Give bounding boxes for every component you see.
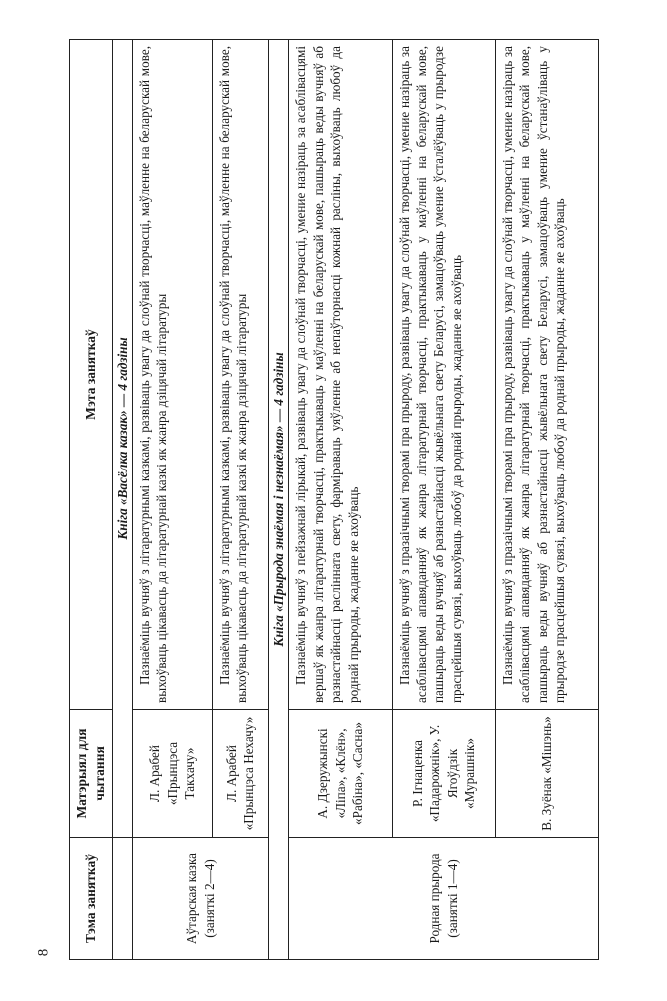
topic-lessons: (заняткі 2—4) xyxy=(201,859,217,938)
section-title-row xyxy=(112,40,132,960)
topic-label: Аўтарская казка xyxy=(184,852,200,945)
topic-cell xyxy=(289,838,599,960)
material-cell: В. Зуёнак «Мішэнь» xyxy=(495,710,598,838)
goal-cell: Пазнаёміць вучняў з літаратурнымі казкамі, развіваць увагу да слоўнай творчасці, маўленне на беларускай мове, выхоўваць цікавасць да літаратурнай казкі як жанра дзіцячай літаратуры xyxy=(133,40,213,710)
lesson-plan-table xyxy=(69,39,599,960)
table-row xyxy=(212,40,268,960)
topic-cell xyxy=(133,838,269,960)
goal-cell: Пазнаёміць вучняў з літаратурнымі казкамі, развіваць увагу да слоўнай творчасці, маўленне на беларускай мове, выхоўваць цікавасць да літаратурнай казкі як жанра дзіцячай літаратуры xyxy=(212,40,268,710)
goal-cell: Пазнаёміць вучняў з пейзажнай лірыкай, развіваць увагу да слоўнай творчасці, умение назіраць за асаблівасцямі вершаў як жанра літаратурнай творчасці, практыкаваць у маўленні на беларускай мове, пашыраць веды вучняў аб разнастайнасці раслінната свету, фарміраваць уяўленне аб непаўторнасці кожнай расліны, выхоўваць любоў да роднай прыроды, жаданне яе ахоўваць xyxy=(289,40,392,710)
section-title: Кніга «Прырода знаёмая і незнаёмая» — 4 гадзіны xyxy=(269,40,289,960)
material-cell: Л. Арабей «Прынцэса Нехачу» xyxy=(212,710,268,838)
page-number: 8 xyxy=(35,948,52,957)
table-row xyxy=(495,40,598,960)
topic-label: Родная прырода xyxy=(427,853,443,944)
section-title: Кніга «Васёлка казак» — 4 гадзіны xyxy=(112,40,132,838)
goal-cell: Пазнаёміць вучняў з празаічнымі творамі пра прыроду, развіваць увагу да слоўнай творчасці, умение назіраць за асаблівасцямі апавяданняў як жанра літаратурнай творчасці, практыкаваць у маўленні на беларускай мове, пашыраць веды вучняў аб разнастайнасці жывёльнага свету Беларусі, замацоўваць умение ўстанаўліваць у прыродзе прасцейшыя сувязі, выхоўваць любоў да роднай прыроды, жаданне яе ахоўваць xyxy=(495,40,598,710)
section-title-row xyxy=(269,40,289,960)
header-goal: Мэта заняткаў xyxy=(70,40,113,710)
goal-cell: Пазнаёміць вучняў з празаічнымі творамі пра прыроду, развіваць увагу да слоўнай творчасці, умение назіраць за асаблівасцямі апавяданняў як жанра літаратурнай творчасці, практыкаваць у маўленні на беларускай мове, пашыраць веды вучняў аб разнастайнасці жывёльнага свету Беларусі, замацоўваць умение ўсталёўваць у прыродзе прасцейшыя сувязі, выхоўваць любоў да роднай прыроды, жаданне яе ахоўваць xyxy=(392,40,495,710)
material-cell: Р. Ігнаценка «Падарожнік», У. Ягоўдзік «Мурашнік» xyxy=(392,710,495,838)
header-topic: Тэма заняткаў xyxy=(70,838,113,960)
rotated-table-container xyxy=(69,40,599,960)
header-material: Матэрыял для чытання xyxy=(70,710,113,838)
table-row xyxy=(133,40,213,960)
table-row xyxy=(392,40,495,960)
table-row xyxy=(289,40,392,960)
topic-lessons: (заняткі 1—4) xyxy=(444,859,460,938)
material-cell: А. Дзеружынскі «Ліпа», «Клён», «Рабіна», «Сасна» xyxy=(289,710,392,838)
material-cell: Л. Арабей «Прынцэса Такхачу» xyxy=(133,710,213,838)
table-header-row xyxy=(70,40,113,960)
